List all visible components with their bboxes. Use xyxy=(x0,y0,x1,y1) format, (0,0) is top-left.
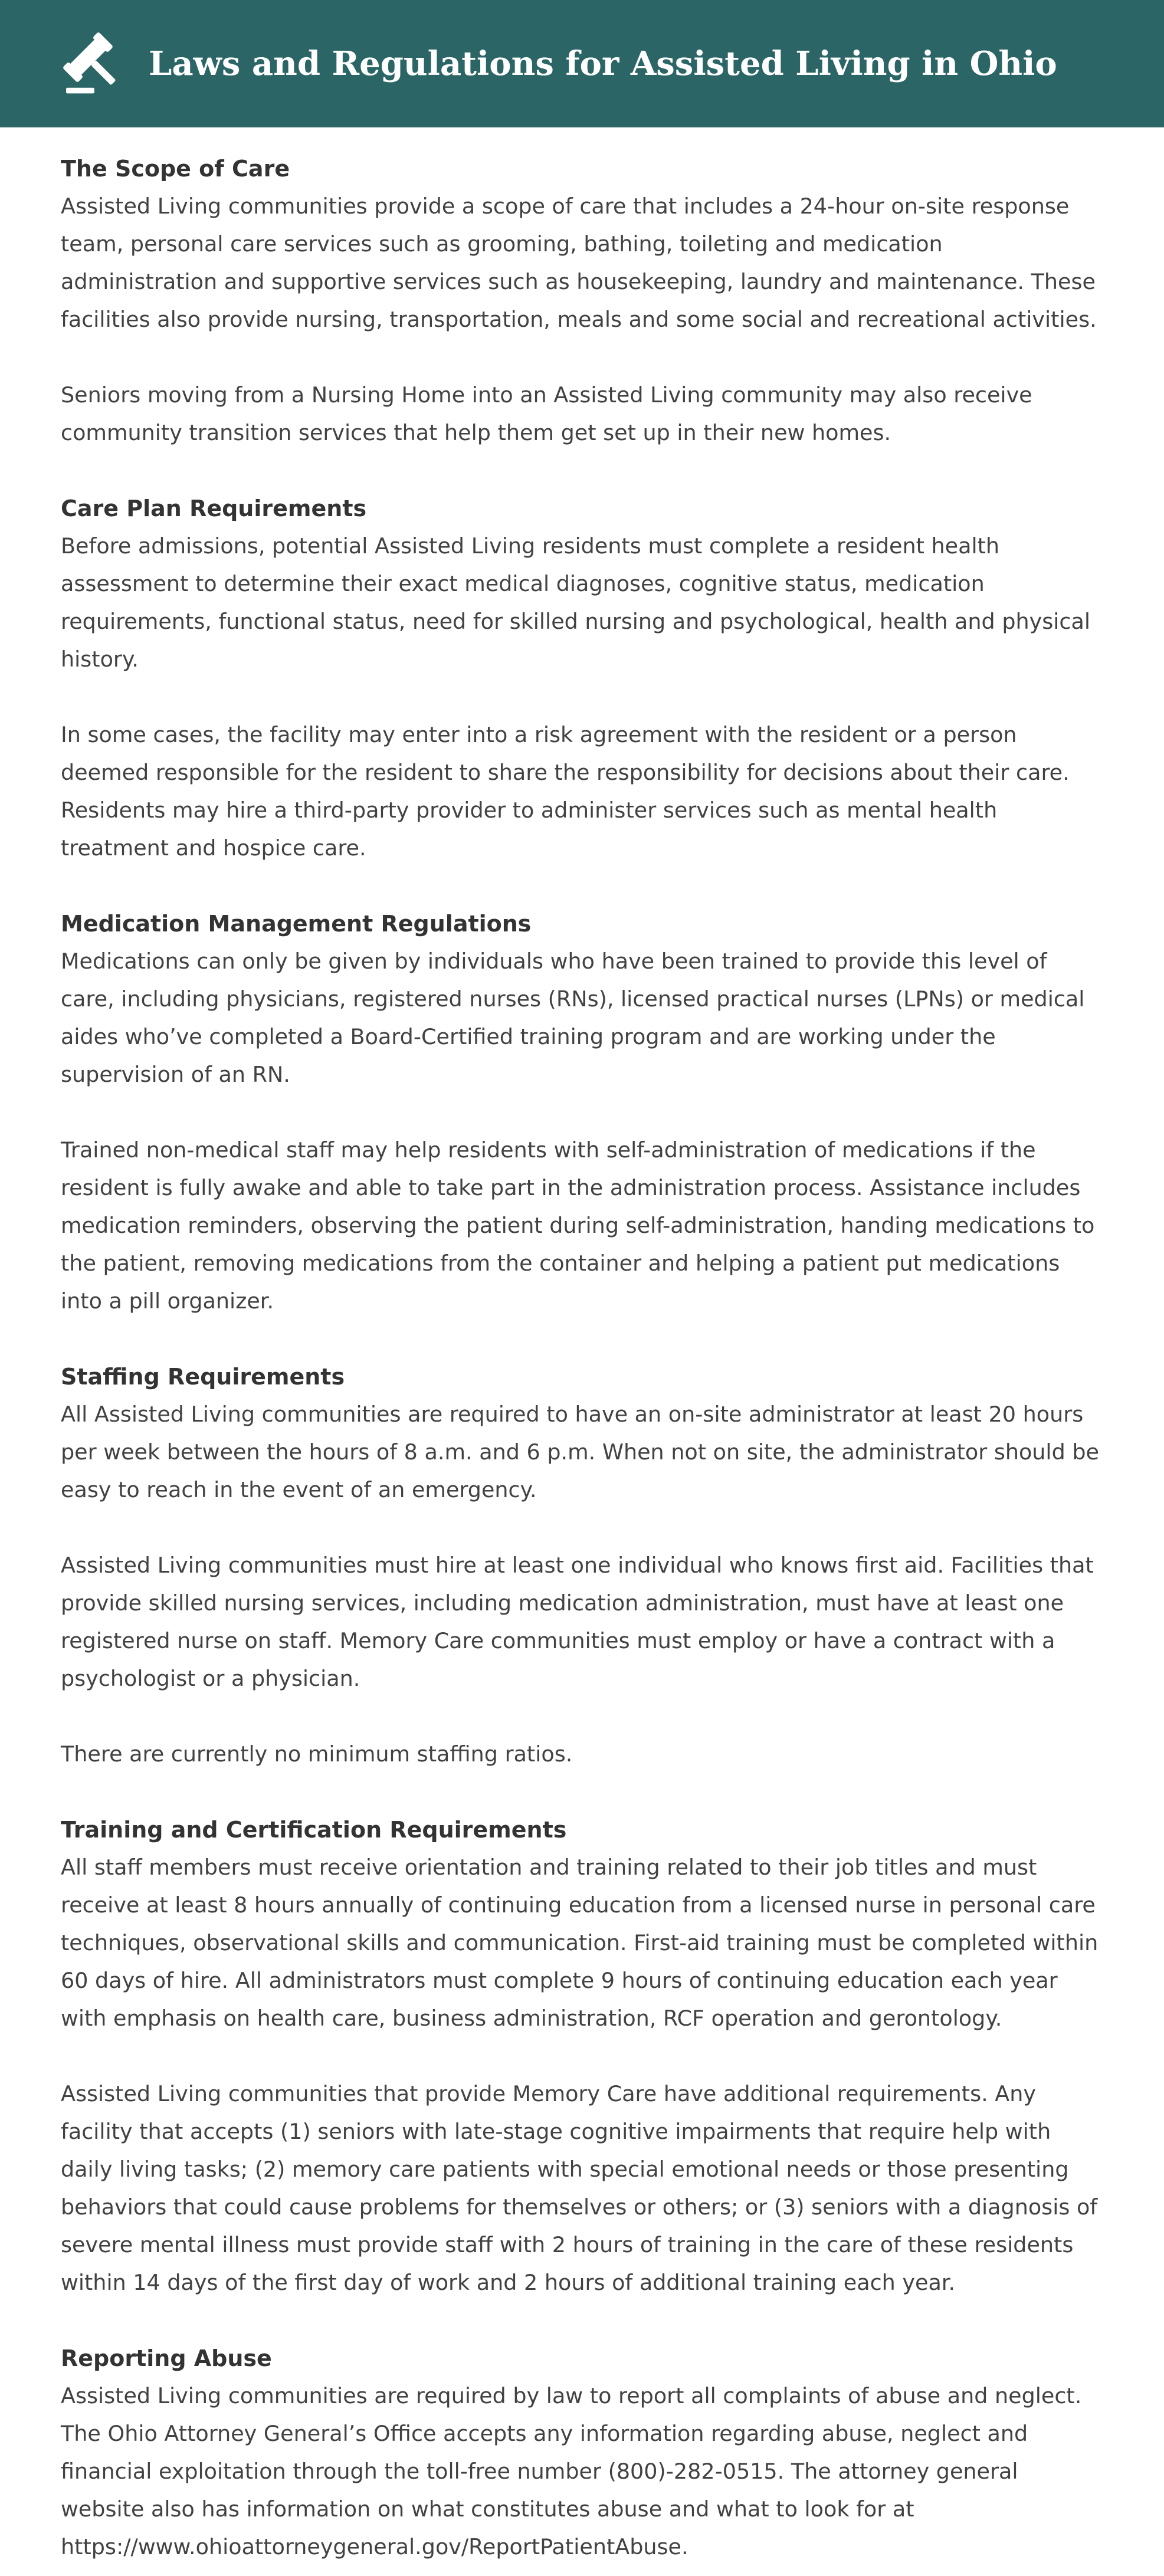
paragraph: Before admissions, potential Assisted Living residents must complete a resident health assessment to determine their exact medical diagnoses, cognitive status, medication requirements, functional status, need for skilled nursing and psychological, health and physical history. xyxy=(61,533,1090,672)
section-heading: Training and Certification Requirements xyxy=(61,1817,567,1843)
section-heading: Medication Management Regulations xyxy=(61,911,532,937)
section-heading: Staffing Requirements xyxy=(61,1364,345,1390)
section-care-plan-requirements xyxy=(61,490,1105,867)
paragraph: Assisted Living communities are required by law to report all complaints of abuse and neglect. The Ohio Attorney General’s Office accepts any information regarding abuse, neglect and financial exploitation through the toll-free number (800)-282-0515. The attorney general website also has information on what constitutes abuse and what to look for at https://www.ohioattorneygeneral.gov/ReportPatientAbuse. xyxy=(61,2383,1082,2559)
section-reporting-abuse xyxy=(61,2339,1105,2566)
paragraph: Medications can only be given by individuals who have been trained to provide this level of care, including physicians, registered nurses (RNs), licensed practical nurses (LPNs) or medical aides who’ve completed a Board-Certified training program and are working under the supervision of an RN. xyxy=(61,949,1085,1087)
paragraph: There are currently no minimum staffing ratios. xyxy=(61,1741,573,1767)
section-training-certification xyxy=(61,1811,1105,2302)
section-staffing-requirements xyxy=(61,1358,1105,1773)
paragraph: In some cases, the facility may enter into a risk agreement with the resident or a person deemed responsible for the resident to share the responsibility for decisions about their care. Residents may hire a third-party provider to administer services such as mental health treatment and hospice care. xyxy=(61,722,1070,861)
paragraph: Seniors moving from a Nursing Home into an Assisted Living community may also receive community transition services that help them get set up in their new homes. xyxy=(61,382,1032,445)
paragraph: Trained non-medical staff may help residents with self-administration of medications if the resident is fully awake and able to take part in the administration process. Assistance includes medication reminders, observing the patient during self-administration, handing medications to the patient, removing medications from the container and helping a patient put medications into a pill organizer. xyxy=(61,1137,1095,1314)
page-title: Laws and Regulations for Assisted Living in Ohio xyxy=(149,44,1057,83)
section-scope-of-care xyxy=(61,150,1105,452)
paragraph: Assisted Living communities must hire at least one individual who knows first aid. Facilities that provide skilled nursing services, including medication administration, must have at least one registered nurse on staff. Memory Care communities must employ or have a contract with a psychologist or a physician. xyxy=(61,1553,1094,1691)
paragraph: All staff members must receive orientation and training related to their job titles and must receive at least 8 hours annually of continuing education from a licensed nurse in personal care techniques, observational skills and communication. First-aid training must be completed within 60 days of hire. All administrators must complete 9 hours of continuing education each year with emphasis on health care, business administration, RCF operation and gerontology. xyxy=(61,1855,1099,2031)
gavel-icon xyxy=(59,28,130,99)
section-heading: The Scope of Care xyxy=(61,156,290,182)
page-header xyxy=(0,0,1164,127)
section-heading: Reporting Abuse xyxy=(61,2345,272,2371)
section-heading: Care Plan Requirements xyxy=(61,495,367,521)
article-body xyxy=(0,127,1164,2566)
paragraph: All Assisted Living communities are required to have an on-site administrator at least 20 hours per week between the hours of 8 a.m. and 6 p.m. When not on site, the administrator should be easy to reach in the event of an emergency. xyxy=(61,1402,1099,1502)
section-medication-management xyxy=(61,905,1105,1320)
paragraph: Assisted Living communities that provide Memory Care have additional requirements. Any facility that accepts (1) seniors with late-stage cognitive impairments that require help with daily living tasks; (2) memory care patients with special emotional needs or those presenting behaviors that could cause problems for themselves or others; or (3) seniors with a diagnosis of severe mental illness must provide staff with 2 hours of training in the care of these residents within 14 days of the first day of work and 2 hours of additional training each year. xyxy=(61,2081,1098,2295)
paragraph: Assisted Living communities provide a scope of care that includes a 24-hour on-site response team, personal care services such as grooming, bathing, toileting and medication administration and supportive services such as housekeeping, laundry and maintenance. These facilities also provide nursing, transportation, meals and some social and recreational activities. xyxy=(61,193,1097,332)
